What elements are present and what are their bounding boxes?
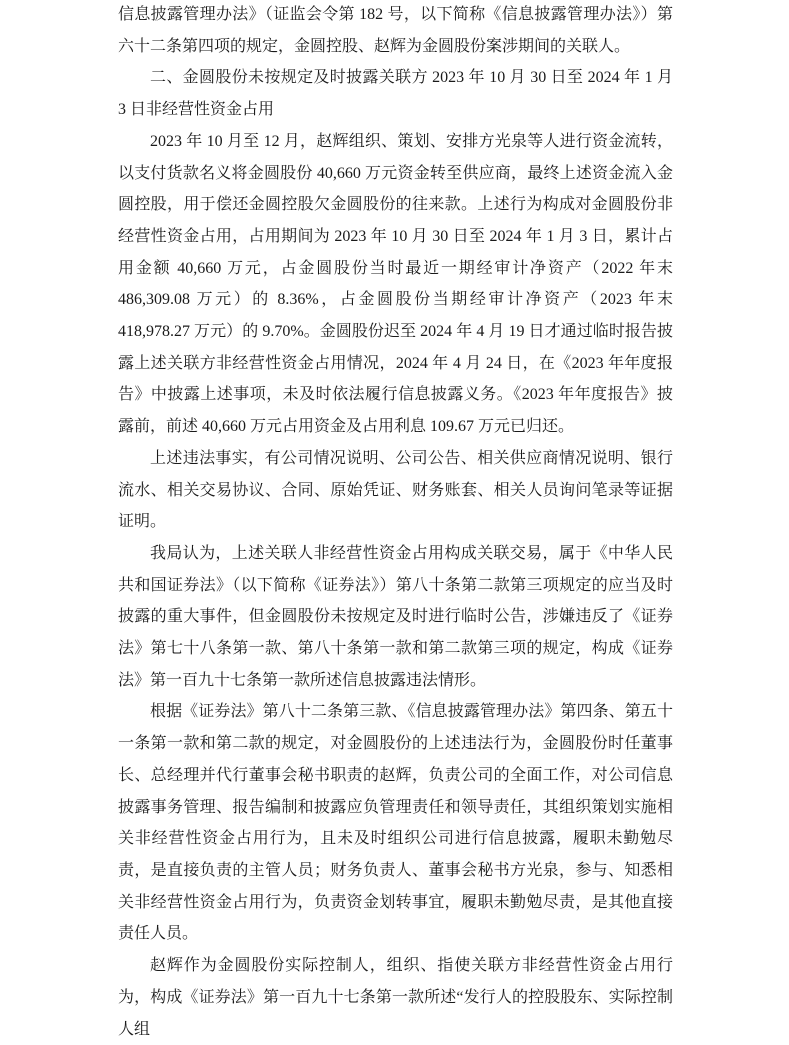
paragraph-bureau-opinion: 我局认为，上述关联人非经营性资金占用构成关联交易，属于《中华人民共和国证券法》（以下简称《证券法》）第八十条第二款第三项规定的应当及时披露的重大事件，但金圆股份未按规定及时进行临时公告，涉嫌违反了《证券法》第七十八条第一款、第八十条第一款和第二款第三项的规定，构成《证券法》第一百九十七条第一款所述信息披露违法情形。 bbox=[118, 544, 673, 689]
paragraph-related-party-conclusion: 信息披露管理办法》（证监会令第 182 号，以下简称《信息披露管理办法》）第六十二条第四项的规定，金圆控股、赵辉为金圆股份案涉期间的关联人。 bbox=[118, 6, 673, 55]
section-heading-two: 二、金圆股份未按规定及时披露关联方 2023 年 10 月 30 日至 2024 年 1 月 3 日非经营性资金占用 bbox=[118, 69, 673, 119]
paragraph-controller-liability: 赵辉作为金圆股份实际控制人，组织、指使关联方非经营性资金占用行为，构成《证券法》第一百九十七条第一款所述“发行人的控股股东、实际控制人组 bbox=[118, 957, 673, 1038]
paragraph-responsible-persons: 根据《证券法》第八十二条第三款、《信息披露管理办法》第四条、第五十一条第一款和第二款的规定，对金圆股份的上述违法行为，金圆股份时任董事长、总经理并代行董事会秘书职责的赵辉，负责公司的全面工作，对公司信息披露事务管理、报告编制和披露应负管理责任和领导责任，其组织策划实施相关非经营性资金占用行为，且未及时组织公司进行信息披露，履职未勤勉尽责，是直接负责的主管人员；财务负责人、董事会秘书方光泉，参与、知悉相关非经营性资金占用行为，负责资金划转事宜，履职未勤勉尽责，是其他直接责任人员。 bbox=[118, 703, 673, 943]
paragraph-evidence: 上述违法事实，有公司情况说明、公司公告、相关供应商情况说明、银行流水、相关交易协议、合同、原始凭证、财务账套、相关人员询问笔录等证据证明。 bbox=[118, 449, 673, 531]
document-page bbox=[118, 0, 673, 1045]
paragraph-fund-occupation-facts: 2023 年 10 月至 12 月，赵辉组织、策划、安排方光泉等人进行资金流转，以支付货款名义将金圆股份 40,660 万元资金转至供应商，最终上述资金流入金圆控股，用于偿还金圆控股欠金圆股份的往来款。上述行为构成对金圆股份非经营性资金占用，占用期间为 2023 年 10 月 30 日至 2024 年 1 月 3 日，累计占用金额 40,660 万元，占金圆股份当时最近一期经审计净资产（2022 年末 486,309.08 万元）的 8.36%，占金圆股份当期经审计净资产（2023 年末 418,978.27 万元）的 9.70%。金圆股份迟至 2024 年 4 月 19 日才通过临时报告披露上述关联方非经营性资金占用情况，2024 年 4 月 24 日，在《2023 年年度报告》中披露上述事项，未及时依法履行信息披露义务。《2023 年年度报告》披露前，前述 40,660 万元占用资金及占用利息 109.67 万元已归还。 bbox=[118, 132, 673, 436]
